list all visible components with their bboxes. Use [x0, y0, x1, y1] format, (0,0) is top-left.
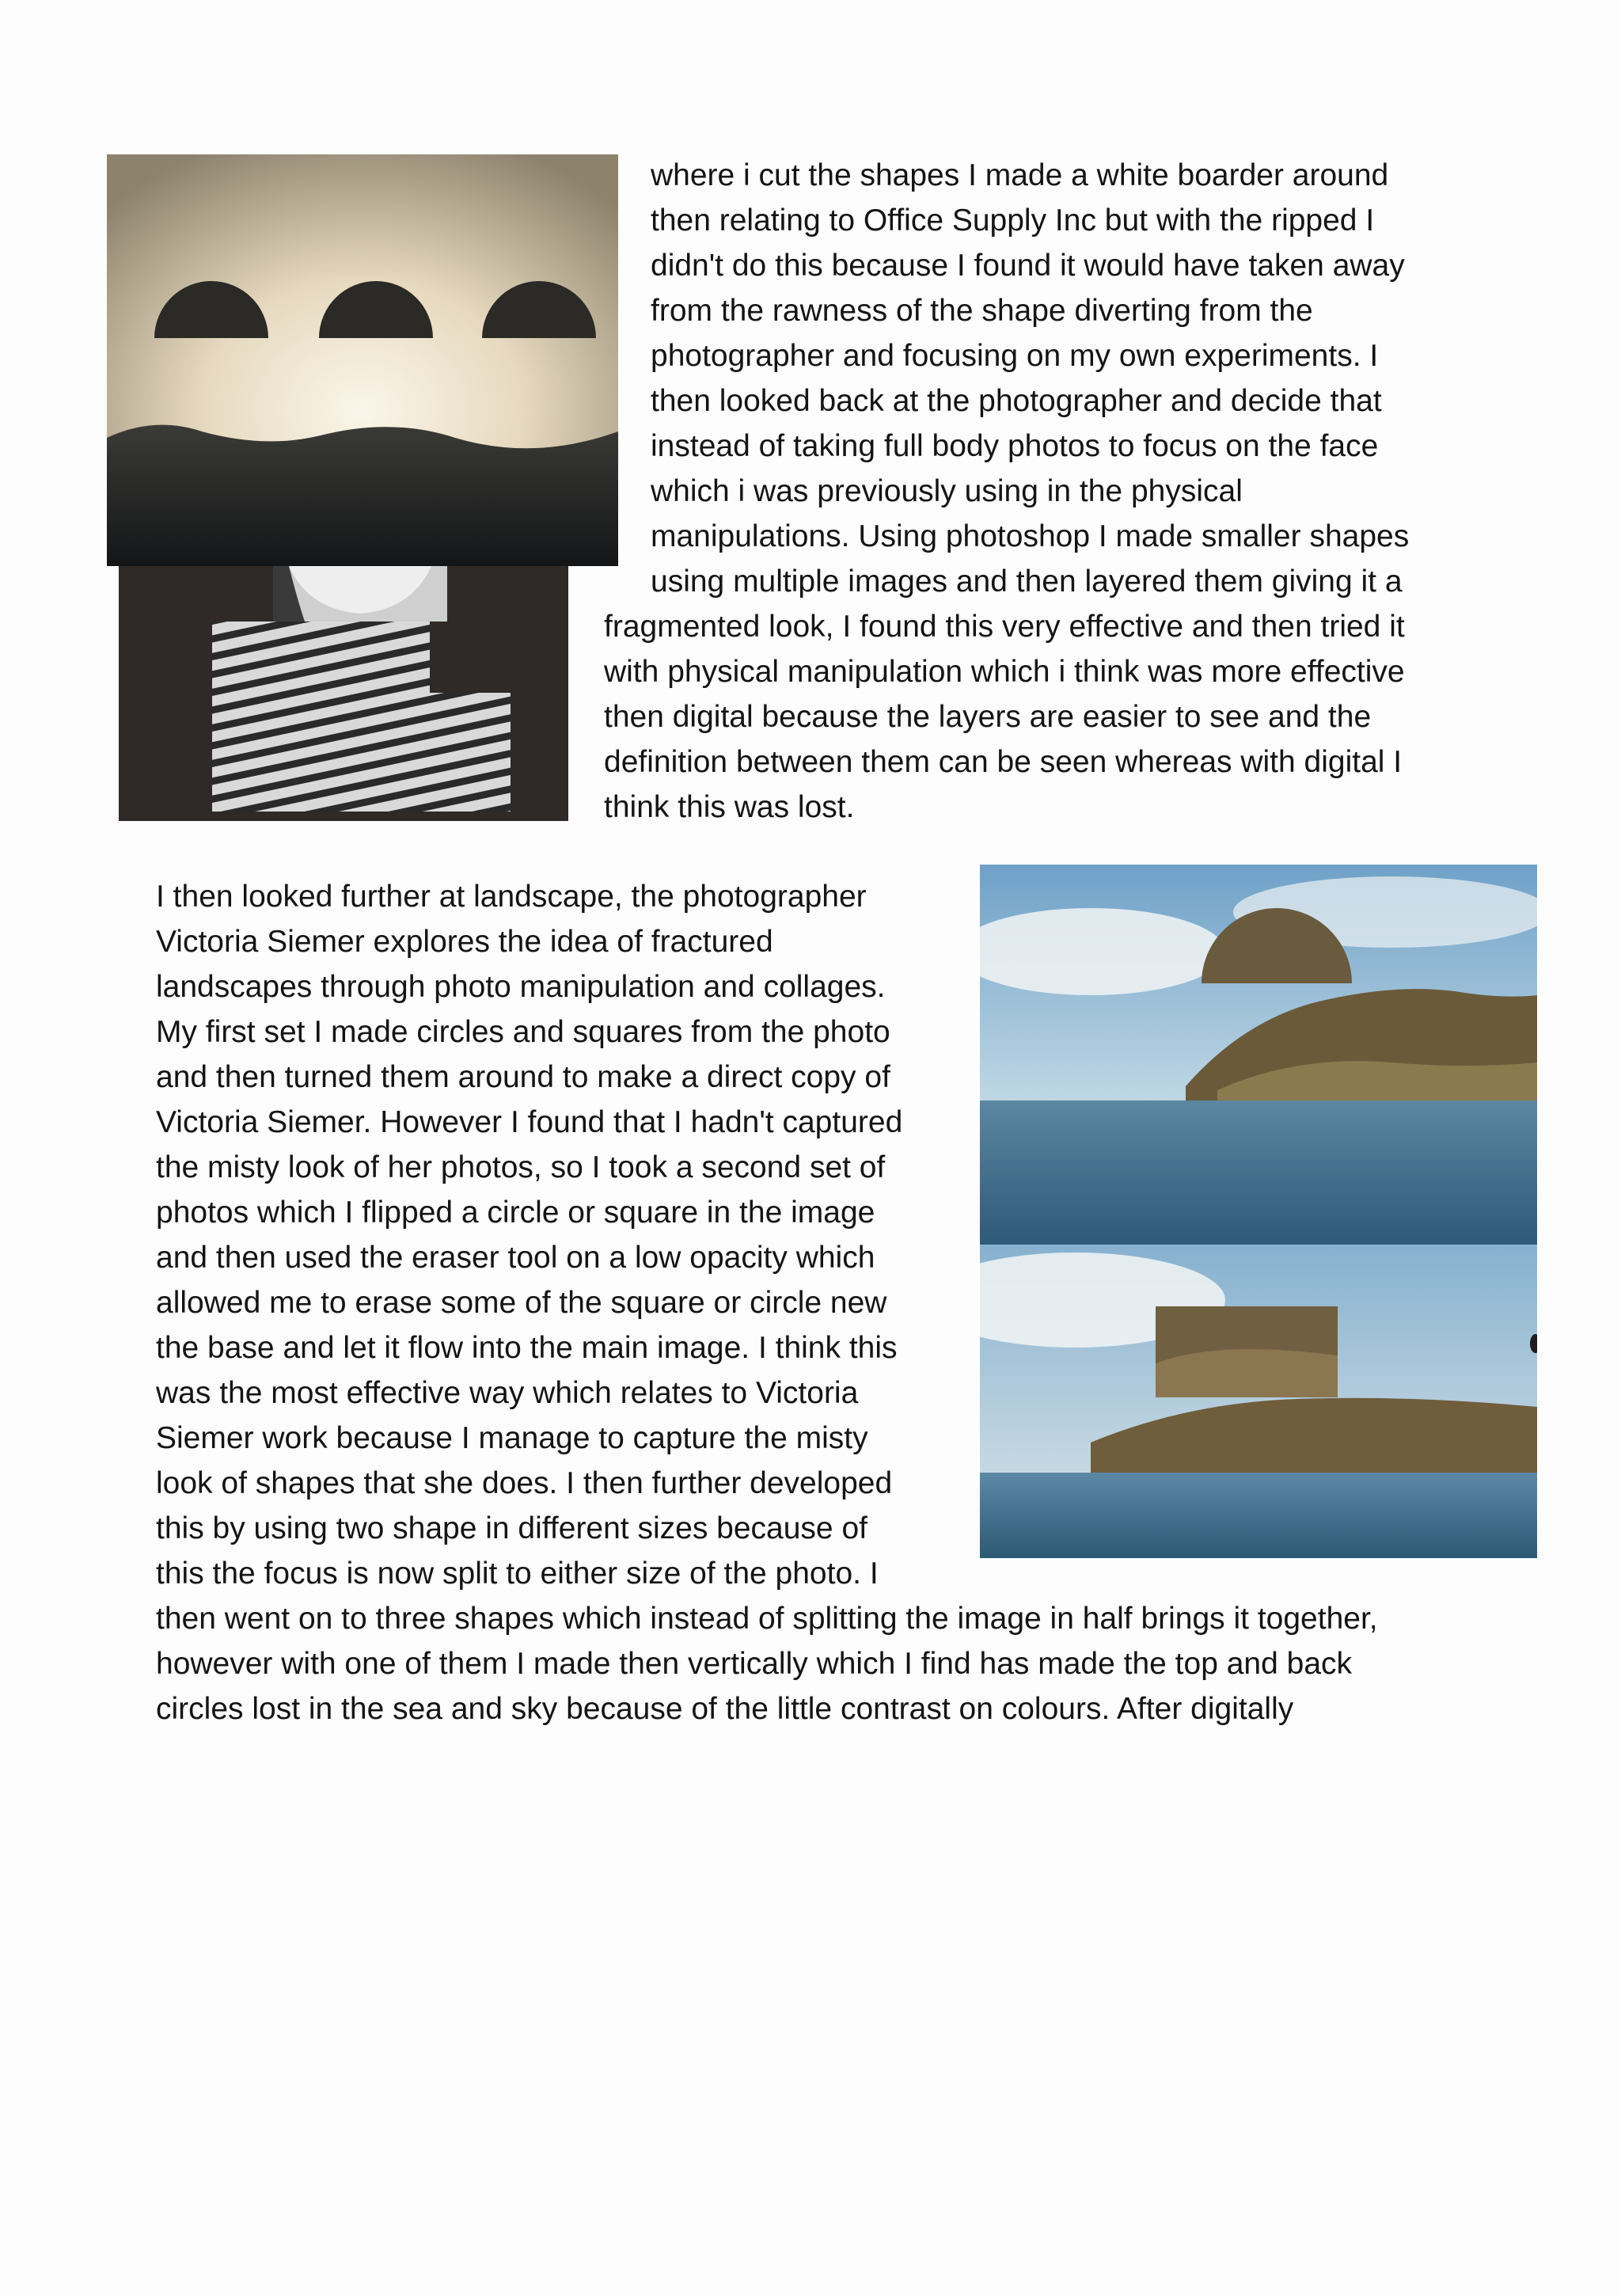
text-line: and then turned them around to make a direct copy of [156, 1060, 890, 1094]
text-line: this by using two shape in different sizes because of [156, 1511, 867, 1545]
text-line: and then used the eraser tool on a low opacity which [156, 1241, 875, 1275]
text-line: My first set I made circles and squares from the photo [156, 1015, 890, 1049]
text-line: photographer and focusing on my own experiments. I [651, 339, 1379, 373]
photo-face-collage [119, 566, 568, 821]
photo-coast-square [980, 1245, 1537, 1558]
text-line: however with one of them I made then vertically which I find has made the top and back [156, 1647, 1353, 1681]
text-line: the misty look of her photos, so I took a second set of [156, 1150, 886, 1184]
text-line: circles lost in the sea and sky because of the little contrast on colours. After digitally [156, 1692, 1294, 1726]
text-line: using multiple images and then layered them giving it a [651, 564, 1403, 599]
text-line: fragmented look, I found this very effective and then tried it [604, 610, 1405, 644]
text-line: Siemer work because I manage to capture the misty [156, 1421, 868, 1455]
text-line: manipulations. Using photoshop I made smaller shapes [651, 519, 1410, 553]
text-line: then relating to Office Supply Inc but with the ripped I [651, 203, 1375, 238]
text-line: the base and let it flow into the main image. I think this [156, 1331, 898, 1365]
text-line: then looked back at the photographer and decide that [651, 384, 1382, 418]
text-line: was the most effective way which relates to Victoria [156, 1376, 859, 1410]
photo-semicircles-landscape [107, 154, 618, 566]
text-line: landscapes through photo manipulation and collages. [156, 970, 886, 1004]
text-line: this the focus is now split to either size of the photo. I [156, 1557, 879, 1591]
text-line: think this was lost. [604, 790, 855, 824]
text-line: allowed me to erase some of the square or circle new [156, 1286, 887, 1320]
text-line: didn't do this because I found it would have taken away [651, 249, 1405, 283]
text-line: definition between them can be seen whereas with digital I [604, 745, 1403, 779]
text-line: which i was previously using in the physical [651, 474, 1243, 508]
text-line: then went on to three shapes which instead of splitting the image in half brings it together, [156, 1602, 1378, 1636]
text-line: look of shapes that she does. I then further developed [156, 1466, 893, 1500]
text-line: where i cut the shapes I made a white boarder around [651, 158, 1389, 192]
text-line: instead of taking full body photos to focus on the face [651, 429, 1379, 463]
text-line: from the rawness of the shape diverting from the [651, 294, 1313, 328]
text-line: photos which I flipped a circle or square in the image [156, 1196, 875, 1230]
photo-coast-semicircle [980, 865, 1537, 1245]
text-line: with physical manipulation which i think was more effective [604, 655, 1405, 689]
text-line: I then looked further at landscape, the photographer [156, 880, 867, 914]
text-line: Victoria Siemer explores the idea of fractured [156, 925, 773, 959]
text-line: then digital because the layers are easier to see and the [604, 700, 1372, 734]
text-line: Victoria Siemer. However I found that I hadn't captured [156, 1105, 903, 1139]
